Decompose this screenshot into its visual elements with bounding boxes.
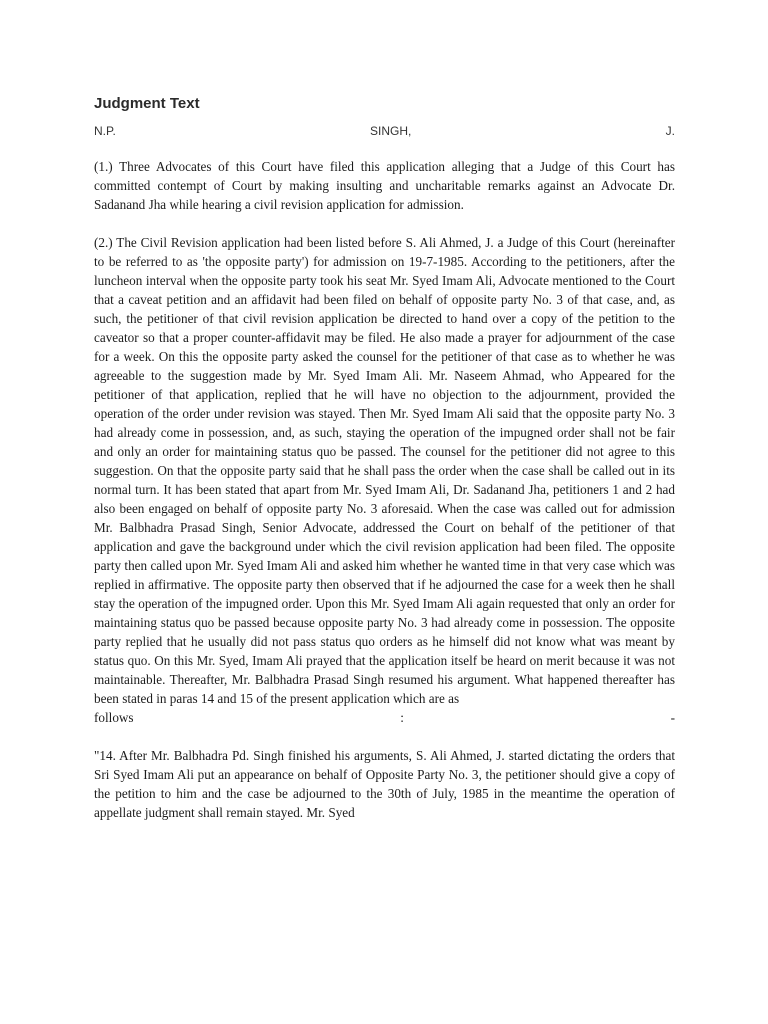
byline-initials: N.P. bbox=[94, 124, 116, 138]
byline-surname: SINGH, bbox=[370, 124, 412, 138]
follows-line bbox=[94, 708, 675, 727]
quoted-paragraph-14: "14. After Mr. Balbhadra Pd. Singh finished his arguments, S. Ali Ahmed, J. started dictating the orders that Sri Syed Imam Ali put an appearance on behalf of Opposite Party No. 3, the petitioner should give a copy of the petition to him and the case be adjourned to the 30th of July, 1985 in the meantime the operation of appellate judgment shall remain stayed. Mr. Syed bbox=[94, 748, 675, 820]
paragraph-2: (2.) The Civil Revision application had been listed before S. Ali Ahmed, J. a Judge of this Court (hereinafter to be referred to as 'the opposite party') for admission on 19-7-1985. According to the petitioners, after the luncheon interval when the opposite party took his seat Mr. Syed Imam Ali, Advocate mentioned to the Court that a caveat petition and an affidavit had been filed on behalf of opposite party No. 3 of that case, and, as such, the petitioner of that civil revision application be directed to hand over a copy of the petition to the caveator so that a proper counter-affidavit may be filed. He also made a prayer for adjournment of the case for a week. On this the opposite party asked the counsel for the petitioner of that case as to whether he was agreeable to the suggestion made by Mr. Syed Imam Ali. Mr. Naseem Ahmad, who Appeared for the petitioner of that application, replied that he will have no objection to the adjournment, provided the operation of the order under revision was stayed. Then Mr. Syed Imam Ali said that the opposite party No. 3 had already come in possession, and, as such, staying the operation of the impugned order shall not be fair and only an order for maintaining status quo be passed. The counsel for the petitioner did not agree to this suggestion. On that the opposite party said that he shall pass the order when the case shall be called out in its normal turn. It has been stated that apart from Mr. Syed Imam Ali, Dr. Sadanand Jha, petitioners 1 and 2 had also been engaged on behalf of opposite party No. 3 aforesaid. When the case was called out for admission Mr. Balbhadra Prasad Singh, Senior Advocate, addressed the Court on behalf of the petitioner of that application and gave the background under which the civil revision application had been filed. The opposite party then called upon Mr. Syed Imam Ali and asked him whether he wanted time in that very case which was replied in affirmative. The opposite party then observed that if he adjourned the case for a week then he shall stay the operation of the impugned order. Upon this Mr. Syed Imam Ali again requested that only an order for maintaining status quo be passed because opposite party No. 3 had already come in possession. The opposite party replied that he usually did not pass status quo orders as he himself did not know what was meant by status quo. On this Mr. Syed, Imam Ali prayed that the application itself be heard on merit because it was not maintainable. Thereafter, Mr. Balbhadra Prasad Singh resumed his argument. What happened thereafter has been stated in paras 14 and 15 of the present application which are as bbox=[94, 235, 675, 706]
judgment-body bbox=[94, 157, 675, 841]
follows-colon: : bbox=[400, 710, 404, 725]
page-title: Judgment Text bbox=[94, 95, 200, 112]
follows-word: follows bbox=[94, 710, 134, 725]
paragraph-1: (1.) Three Advocates of this Court have filed this application alleging that a Judge of this Court has committed contempt of Court by making insulting and uncharitable remarks against an Advocate Dr. Sadanand Jha while hearing a civil revision application for admission. bbox=[94, 159, 675, 212]
byline-suffix: J. bbox=[665, 124, 675, 138]
follows-dash: - bbox=[670, 710, 675, 725]
judge-byline bbox=[94, 124, 675, 138]
